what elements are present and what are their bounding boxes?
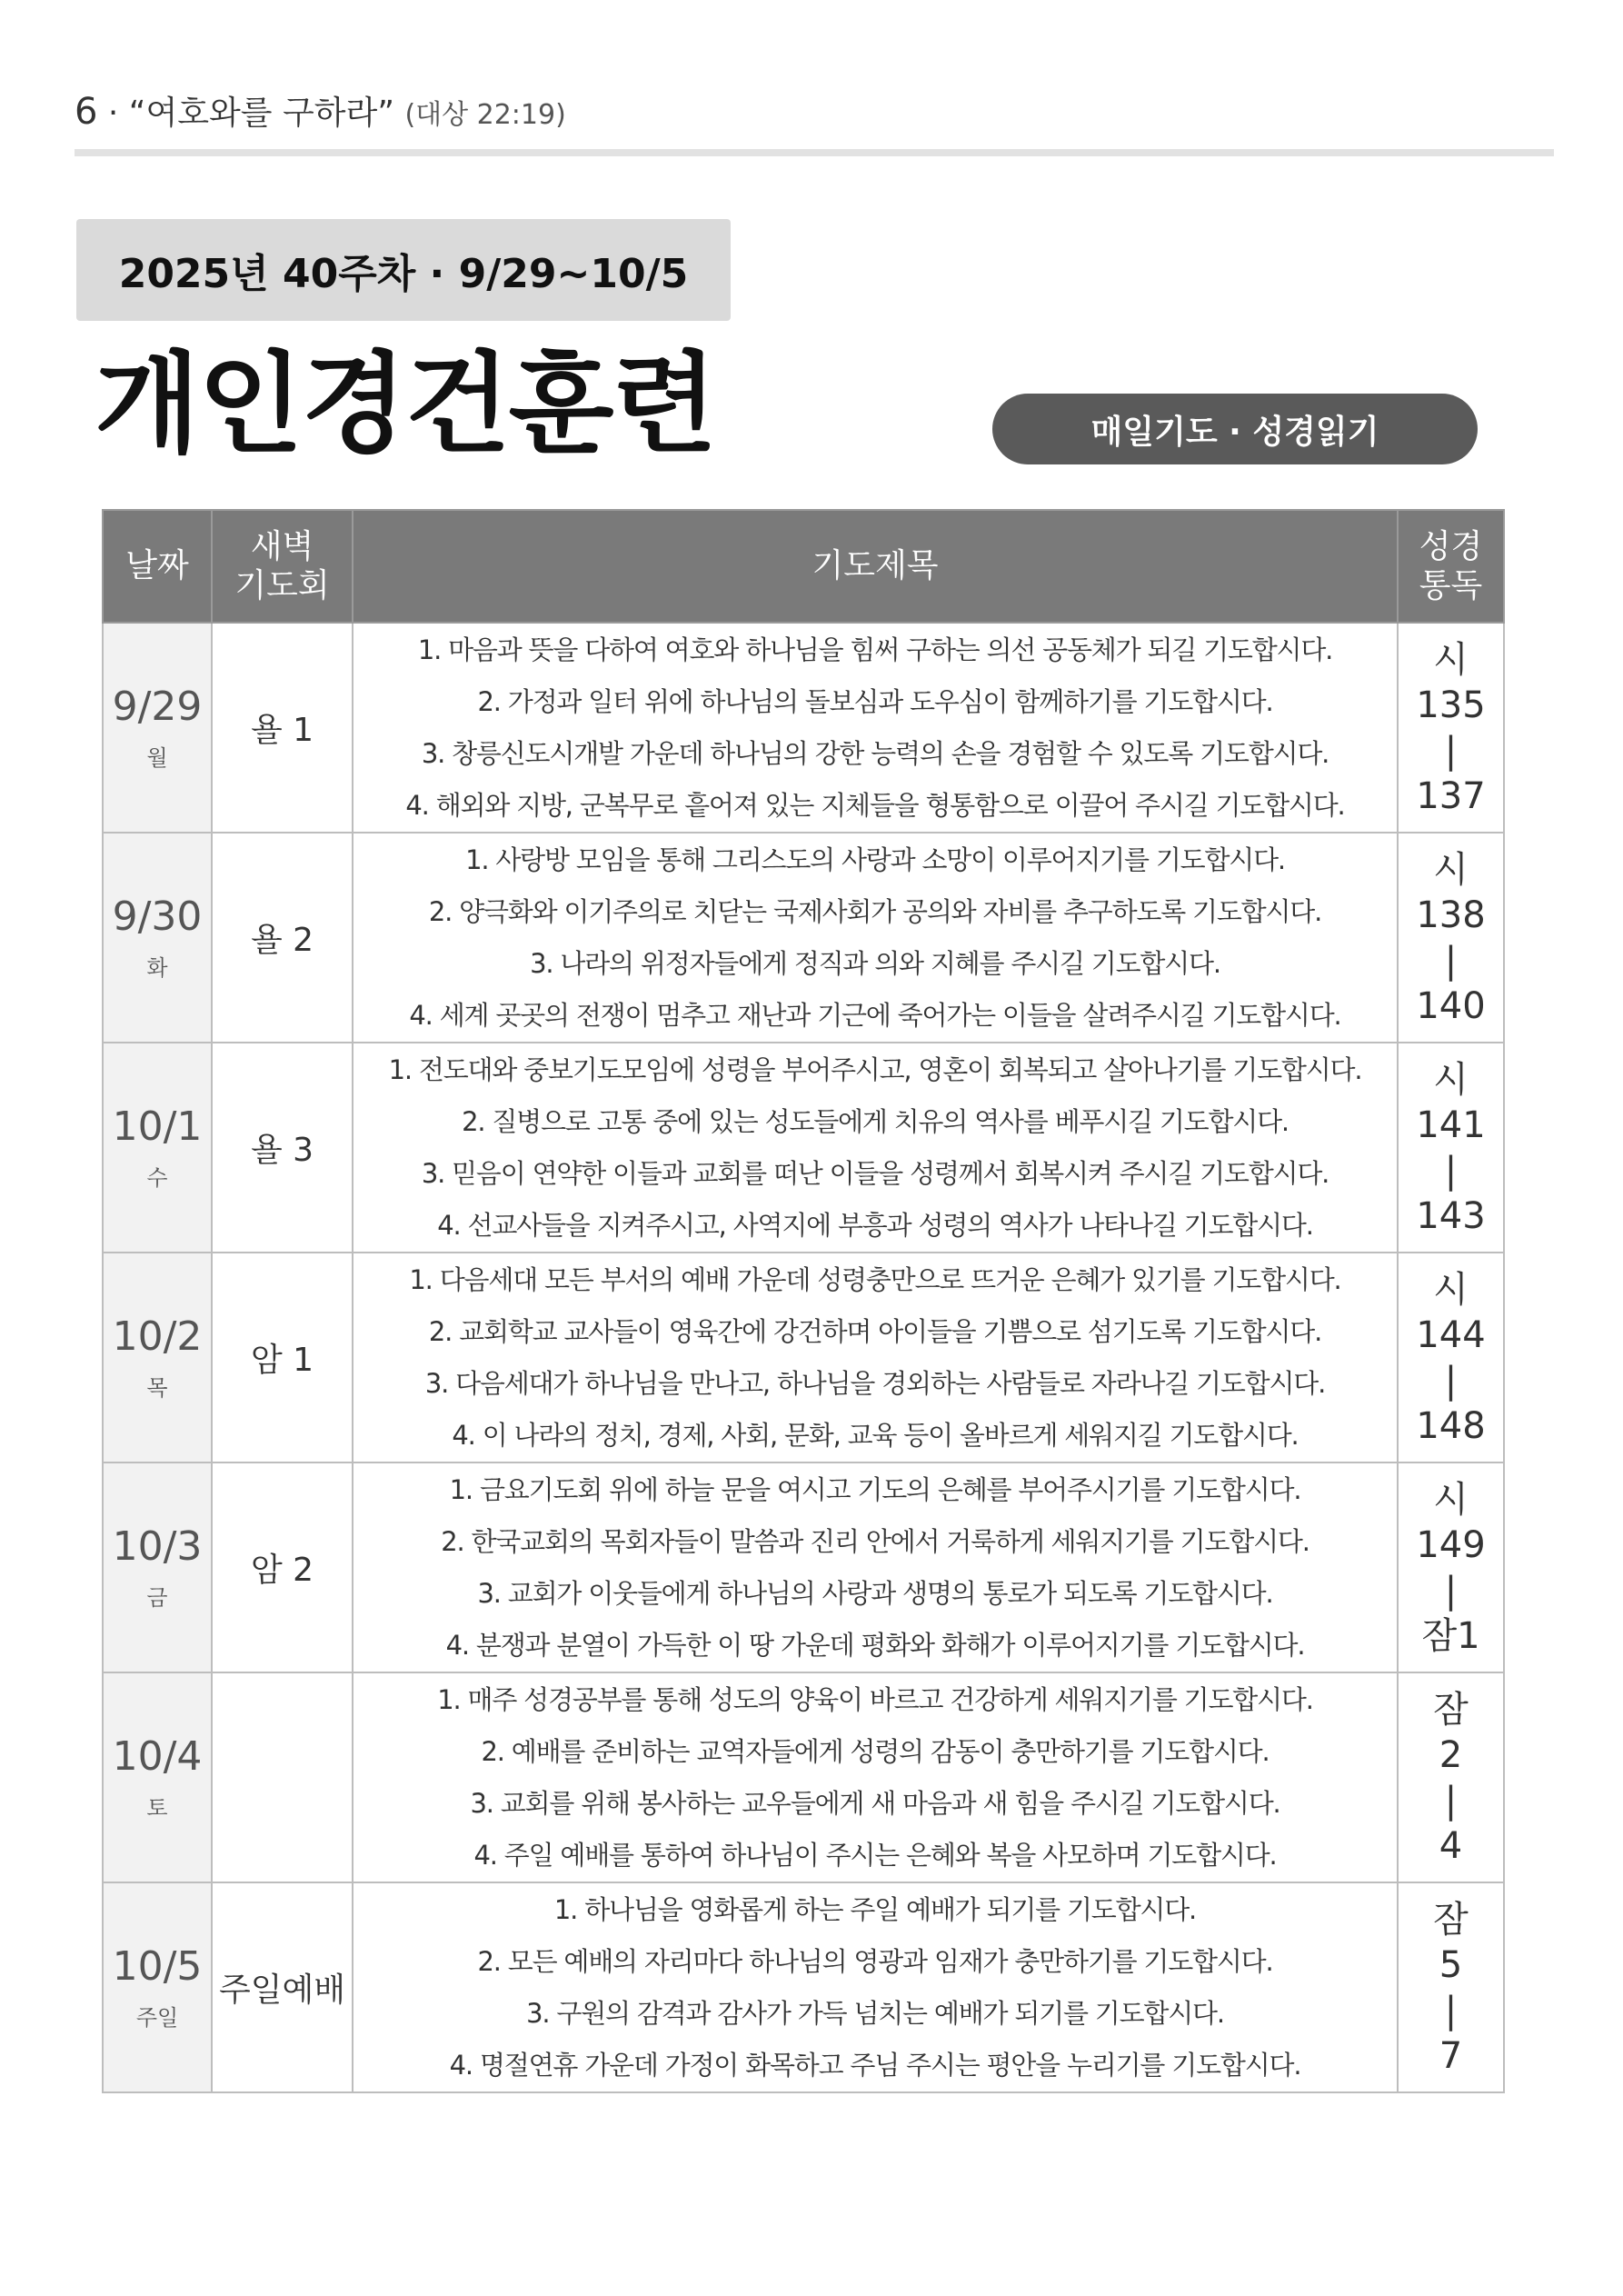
bible-reading-cell — [1398, 1672, 1504, 1882]
header-divider — [75, 149, 1554, 156]
prayer-item: 2. 질병으로 고통 중에 있는 성도들에게 치유의 역사를 베푸시길 기도합시다. — [462, 1105, 1289, 1137]
date-cell — [103, 1882, 212, 2092]
table-row — [103, 1253, 1504, 1462]
prayer-item: 1. 전도대와 중보기도모임에 성령을 부어주시고, 영혼이 회복되고 살아나기를 기도합시다. — [388, 1053, 1362, 1085]
header-dawn-line1: 새벽 — [250, 527, 314, 565]
dawn-prayer-cell: 욜 1 — [212, 623, 353, 833]
reading-line: | — [1444, 729, 1458, 772]
reading-line: 2 — [1439, 1733, 1463, 1776]
table-row — [103, 833, 1504, 1043]
prayer-item: 2. 모든 예배의 자리마다 하나님의 영광과 임재가 충만하기를 기도합시다. — [477, 1945, 1273, 1977]
reading-line: 시 — [1433, 638, 1469, 681]
reading-line: 시 — [1433, 1268, 1469, 1311]
bible-reading-cell — [1398, 1043, 1504, 1253]
reading-line: | — [1444, 1779, 1458, 1822]
prayer-item: 2. 교회학교 교사들이 영육간에 강건하며 아이들을 기쁨으로 섬기도록 기도합시다. — [428, 1315, 1322, 1347]
prayer-item: 4. 이 나라의 정치, 경제, 사회, 문화, 교육 등이 올바르게 세워지길 기도합시다. — [452, 1419, 1299, 1451]
date-cell — [103, 833, 212, 1043]
reading-line: 4 — [1439, 1824, 1463, 1867]
dawn-prayer-cell: 암 1 — [212, 1253, 353, 1462]
header-dawn-line2: 기도회 — [234, 567, 330, 604]
date-text: 9/30 — [112, 893, 203, 940]
reading-line: 잠 — [1433, 1898, 1469, 1941]
prayer-item: 4. 해외와 지방, 군복무로 흩어져 있는 지체들을 형통함으로 이끌어 주시길 기도합시다. — [405, 789, 1345, 821]
dawn-prayer-cell — [212, 1672, 353, 1882]
prayer-item: 4. 명절연휴 가운데 가정이 화목하고 주님 주시는 평안을 누리기를 기도합시다. — [449, 2049, 1301, 2081]
weekday-text: 주일 — [135, 2005, 179, 2031]
prayer-item: 2. 양극화와 이기주의로 치닫는 국제사회가 공의와 자비를 추구하도록 기도합시다. — [428, 895, 1322, 927]
date-text: 9/29 — [112, 683, 203, 730]
weekday-text: 금 — [146, 1585, 168, 1612]
date-text: 10/3 — [112, 1522, 203, 1570]
bible-reading-cell — [1398, 833, 1504, 1043]
dawn-prayer-cell: 욜 2 — [212, 833, 353, 1043]
reading-line: 148 — [1416, 1404, 1486, 1447]
prayer-item: 3. 나라의 위정자들에게 정직과 의와 지혜를 주시길 기도합시다. — [530, 947, 1220, 979]
prayer-item: 3. 믿음이 연약한 이들과 교회를 떠난 이들을 성령께서 회복시켜 주시길 기도합시다. — [421, 1157, 1329, 1189]
prayer-items-cell — [353, 1253, 1398, 1462]
date-cell — [103, 1462, 212, 1672]
reading-line: 5 — [1439, 1943, 1463, 1986]
prayer-item: 3. 다음세대가 하나님을 만나고, 하나님을 경외하는 사람들로 자라나길 기도합시다. — [424, 1367, 1326, 1399]
reading-line: | — [1444, 1989, 1458, 2031]
prayer-item: 4. 세계 곳곳의 전쟁이 멈추고 재난과 기근에 죽어가는 이들을 살려주시길 기도합시다. — [409, 999, 1341, 1031]
prayer-item: 2. 예배를 준비하는 교역자들에게 성령의 감동이 충만하기를 기도합시다. — [481, 1735, 1270, 1767]
header-bible — [1398, 510, 1504, 623]
prayer-item: 4. 분쟁과 분열이 가득한 이 땅 가운데 평화와 화해가 이루어지기를 기도합시다. — [445, 1629, 1305, 1661]
reading-line: 149 — [1416, 1523, 1486, 1566]
date-text: 10/1 — [112, 1103, 203, 1150]
prayer-items-cell — [353, 1043, 1398, 1253]
week-label: 2025년 40주차 · 9/29~10/5 — [76, 219, 731, 321]
bible-reading-cell — [1398, 1253, 1504, 1462]
header-separator: · — [97, 95, 129, 132]
reading-line: | — [1444, 939, 1458, 982]
weekday-text: 목 — [146, 1375, 168, 1402]
weekday-text: 수 — [146, 1165, 168, 1192]
prayer-item: 3. 구원의 감격과 감사가 가득 넘치는 예배가 되기를 기도합시다. — [526, 1997, 1224, 2029]
reading-line: 잠 — [1433, 1688, 1469, 1731]
table-row — [103, 1462, 1504, 1672]
table-row — [103, 623, 1504, 833]
date-text: 10/5 — [112, 1942, 203, 1990]
bible-reading-cell — [1398, 1462, 1504, 1672]
prayer-item: 3. 창릉신도시개발 가운데 하나님의 강한 능력의 손을 경험할 수 있도록 기도합시다. — [421, 737, 1329, 769]
prayer-item: 3. 교회가 이웃들에게 하나님의 사랑과 생명의 통로가 되도록 기도합시다. — [477, 1577, 1273, 1609]
prayer-item: 1. 다음세대 모든 부서의 예배 가운데 성령충만으로 뜨거운 은혜가 있기를 기도합시다. — [409, 1263, 1341, 1295]
prayer-item: 1. 사랑방 모임을 통해 그리스도의 사랑과 소망이 이루어지기를 기도합시다. — [465, 844, 1285, 875]
prayer-item: 1. 마음과 뜻을 다하여 여호와 하나님을 힘써 구하는 의선 공동체가 되길 기도합시다. — [417, 634, 1333, 665]
reading-line: 135 — [1416, 684, 1486, 726]
page-number: 6 — [75, 91, 98, 133]
reading-line: | — [1444, 1149, 1458, 1192]
prayer-items-cell — [353, 623, 1398, 833]
section-pill: 매일기도 · 성경읽기 — [992, 394, 1478, 464]
prayer-items-cell — [353, 1672, 1398, 1882]
reading-line: 시 — [1433, 848, 1469, 891]
reading-line: 137 — [1416, 774, 1486, 817]
reading-line: 잠1 — [1421, 1614, 1480, 1657]
date-text: 10/2 — [112, 1313, 203, 1360]
header-date: 날짜 — [103, 510, 212, 623]
weekday-text: 화 — [146, 955, 168, 982]
prayer-item: 2. 가정과 일터 위에 하나님의 돌보심과 도우심이 함께하기를 기도합시다. — [477, 685, 1273, 717]
page-header — [75, 87, 566, 134]
reading-line: 143 — [1416, 1194, 1486, 1237]
dawn-prayer-cell: 주일예배 — [212, 1882, 353, 2092]
page-title: 개인경건훈련 — [95, 342, 716, 468]
dawn-prayer-cell: 욜 3 — [212, 1043, 353, 1253]
weekday-text: 토 — [146, 1795, 168, 1822]
reading-line: | — [1444, 1569, 1458, 1612]
prayer-item: 2. 한국교회의 목회자들이 말씀과 진리 안에서 거룩하게 세워지기를 기도합시다. — [441, 1525, 1309, 1557]
prayer-items-cell — [353, 833, 1398, 1043]
reading-line: 140 — [1416, 984, 1486, 1027]
date-text: 10/4 — [112, 1732, 203, 1780]
reading-line: 144 — [1416, 1313, 1486, 1356]
header-quote: “여호와를 구하라” — [128, 95, 394, 132]
prayer-items-cell — [353, 1882, 1398, 2092]
schedule-table — [102, 509, 1505, 2093]
table-header-row — [103, 510, 1504, 623]
bible-reading-cell — [1398, 1882, 1504, 2092]
table-row — [103, 1672, 1504, 1882]
header-reference: (대상 22:19) — [404, 99, 566, 131]
header-bible-line1: 성경 — [1419, 527, 1483, 565]
date-cell — [103, 1253, 212, 1462]
header-dawn — [212, 510, 353, 623]
reading-line: 시 — [1433, 1478, 1469, 1521]
header-bible-line2: 통독 — [1419, 567, 1483, 604]
reading-line: 7 — [1439, 2034, 1463, 2077]
bible-reading-cell — [1398, 623, 1504, 833]
prayer-item: 4. 선교사들을 지켜주시고, 사역지에 부흥과 성령의 역사가 나타나길 기도합시다. — [437, 1209, 1313, 1241]
weekday-text: 월 — [146, 745, 168, 772]
date-cell — [103, 1043, 212, 1253]
prayer-item: 1. 매주 성경공부를 통해 성도의 양육이 바르고 건강하게 세워지기를 기도합시다. — [437, 1683, 1313, 1715]
table-row — [103, 1882, 1504, 2092]
prayer-item: 1. 금요기도회 위에 하늘 문을 여시고 기도의 은혜를 부어주시기를 기도합시다. — [449, 1473, 1301, 1505]
date-cell — [103, 623, 212, 833]
dawn-prayer-cell: 암 2 — [212, 1462, 353, 1672]
reading-line: 141 — [1416, 1103, 1486, 1146]
reading-line: 138 — [1416, 893, 1486, 936]
prayer-item: 3. 교회를 위해 봉사하는 교우들에게 새 마음과 새 힘을 주시길 기도합시다. — [470, 1787, 1280, 1819]
date-cell — [103, 1672, 212, 1882]
table-row — [103, 1043, 1504, 1253]
prayer-items-cell — [353, 1462, 1398, 1672]
reading-line: | — [1444, 1359, 1458, 1402]
prayer-item: 1. 하나님을 영화롭게 하는 주일 예배가 되기를 기도합시다. — [553, 1893, 1197, 1925]
prayer-item: 4. 주일 예배를 통하여 하나님이 주시는 은혜와 복을 사모하며 기도합시다. — [473, 1839, 1277, 1871]
header-prayer: 기도제목 — [353, 510, 1398, 623]
reading-line: 시 — [1433, 1058, 1469, 1101]
